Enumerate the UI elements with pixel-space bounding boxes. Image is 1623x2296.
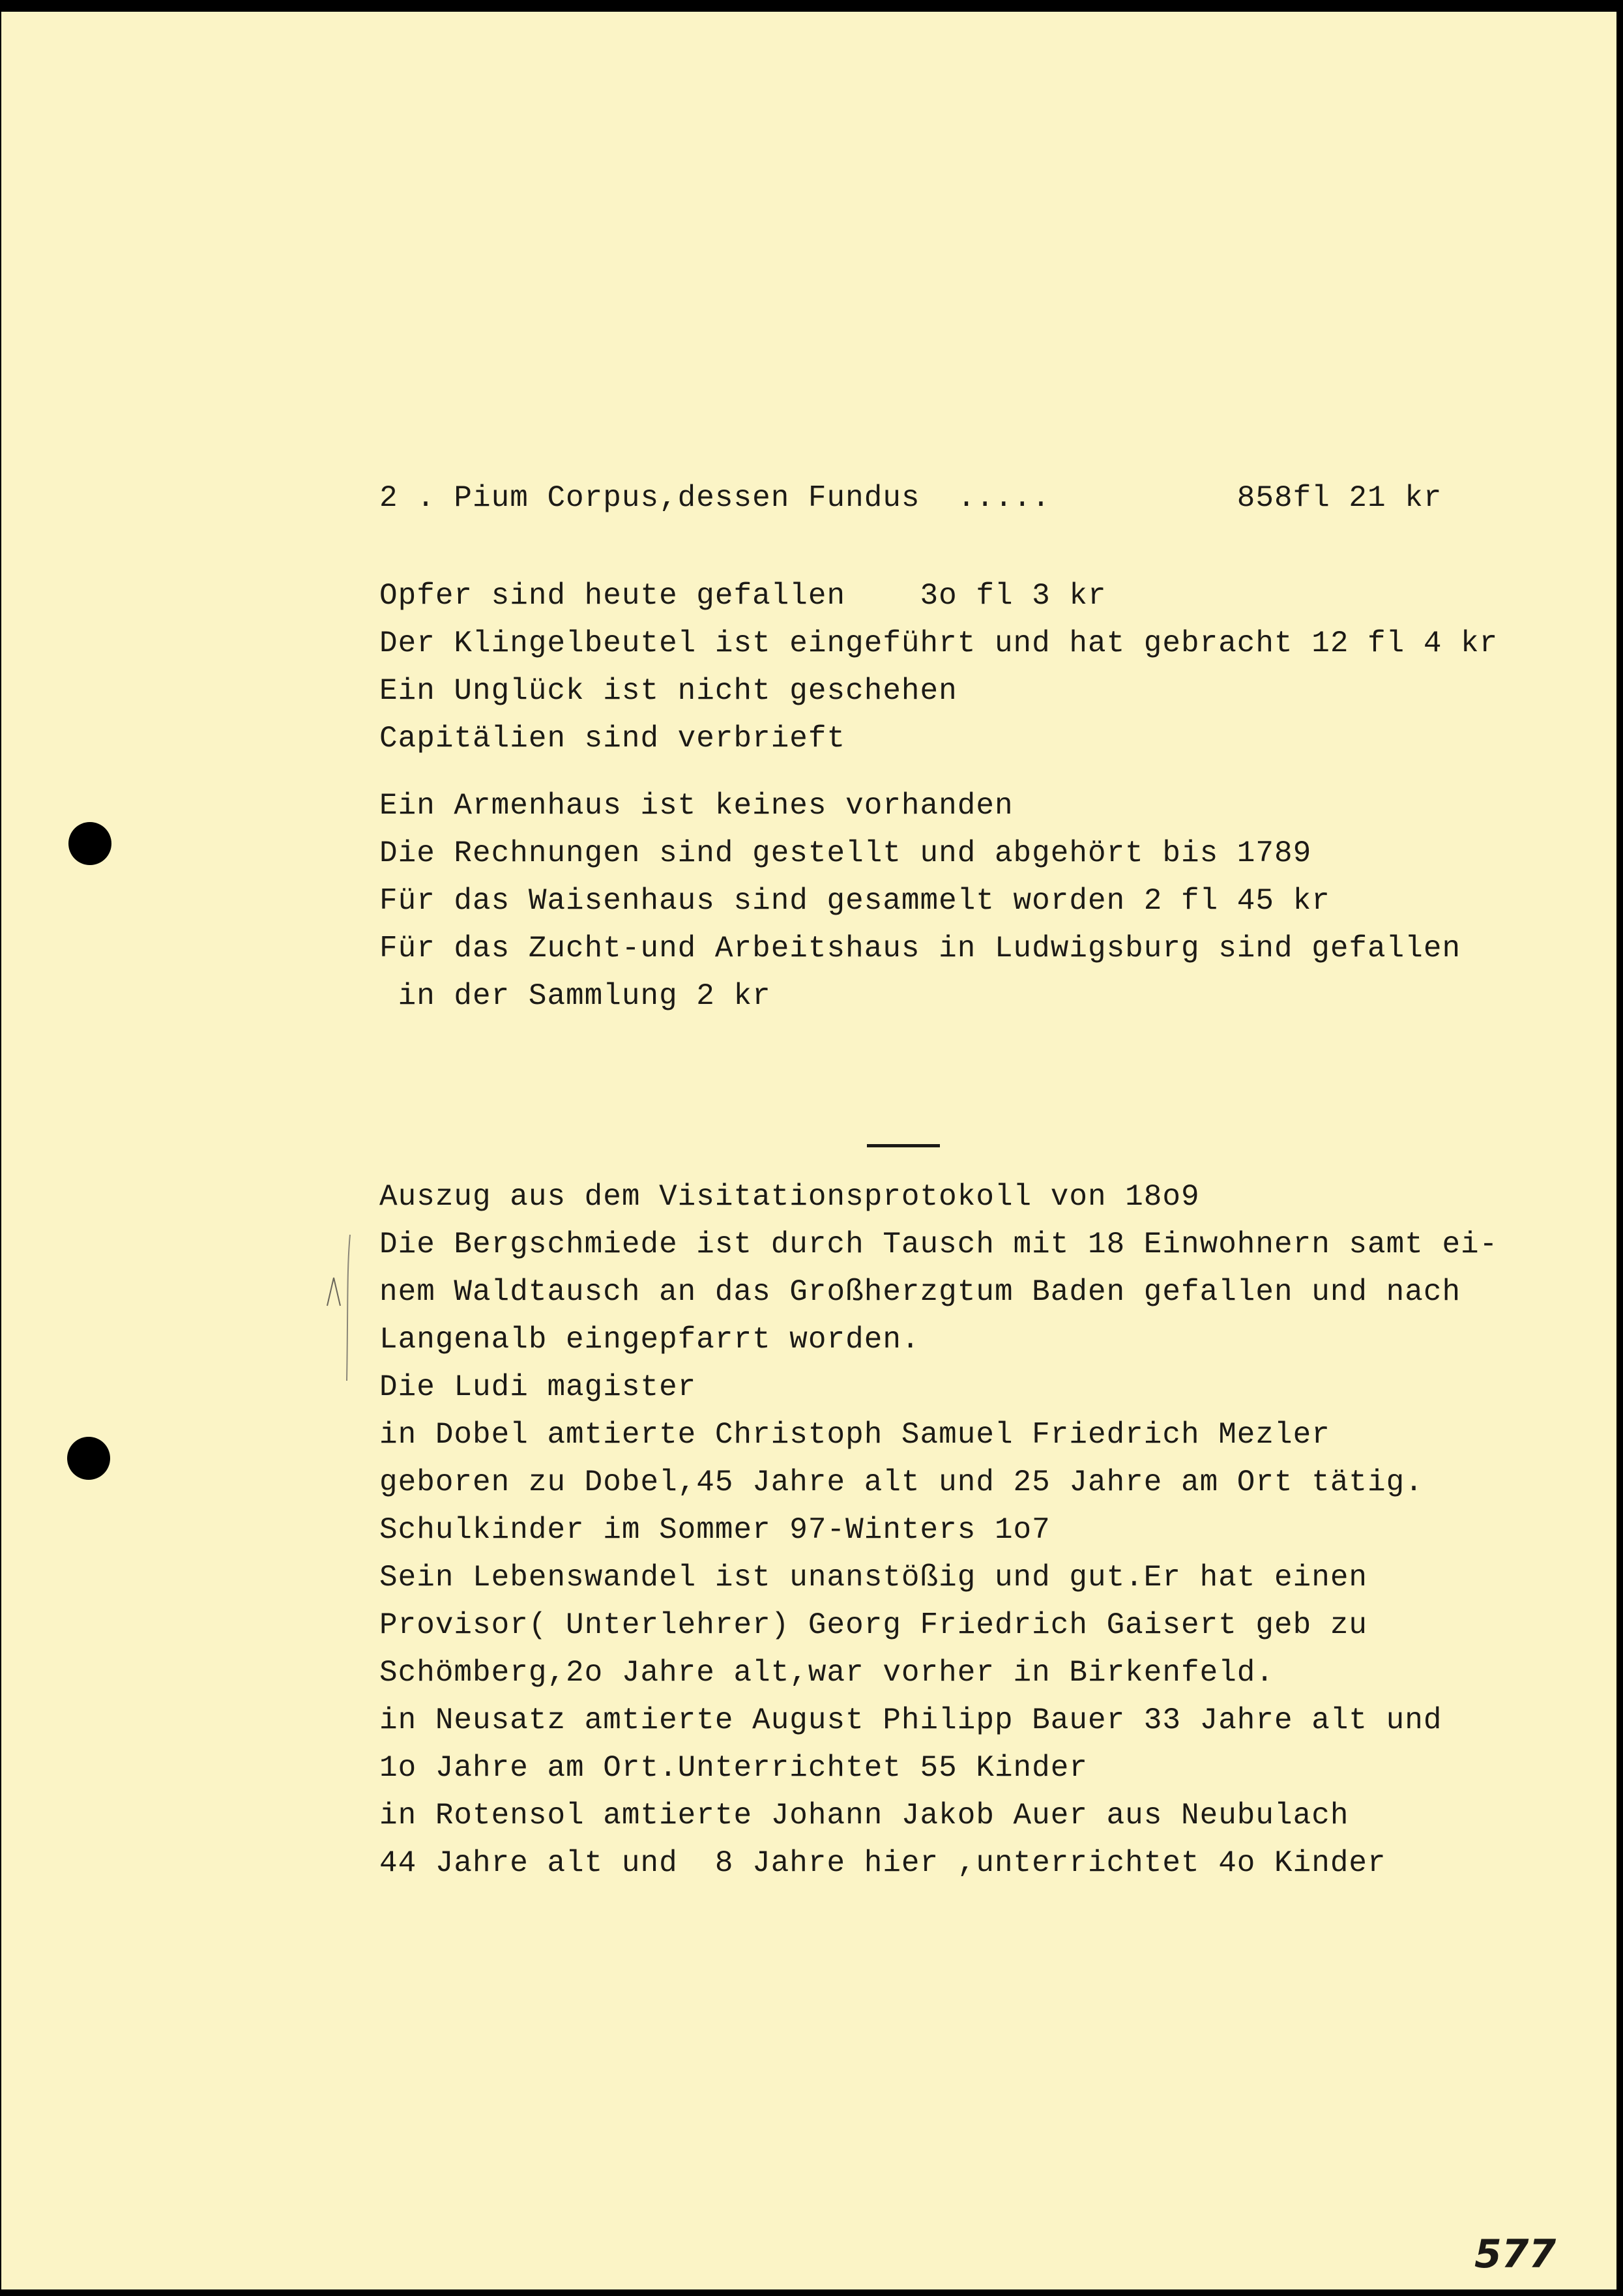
text-line: geboren zu Dobel,45 Jahre alt und 25 Jahre am Ort tätig. — [379, 1465, 1424, 1499]
text-line: Die Rechnungen sind gestellt und abgehört bis 1789 — [379, 836, 1312, 870]
text-line: 44 Jahre alt und 8 Jahre hier ,unterrichtet 4o Kinder — [379, 1846, 1386, 1880]
text-line: in Rotensol amtierte Johann Jakob Auer aus Neubulach — [379, 1799, 1349, 1832]
text-line: Der Klingelbeutel ist eingeführt und hat gebracht 12 fl 4 kr — [379, 626, 1499, 660]
punch-hole-top — [68, 822, 111, 865]
punch-hole-bottom — [67, 1437, 110, 1480]
text-line: Für das Waisenhaus sind gesammelt worden 2 fl 45 kr — [379, 884, 1330, 918]
separator-rule — [867, 1144, 940, 1147]
text-line: Sein Lebenswandel ist unanstößig und gut.Er hat einen — [379, 1561, 1368, 1595]
text-line: Opfer sind heute gefallen 3o fl 3 kr — [379, 579, 1107, 613]
paper-sheet — [1, 12, 1616, 2289]
text-line: Langenalb eingepfarrt worden. — [379, 1323, 920, 1357]
marginal-mark — [314, 1231, 353, 1387]
protocol-title: Auszug aus dem Visitationsprotokoll von 18o9 — [379, 1180, 1200, 1214]
text-line: Die Ludi magister — [379, 1370, 697, 1404]
text-line: Schulkinder im Sommer 97-Winters 1o7 — [379, 1513, 1051, 1547]
text-line: Capitälien sind verbrieft — [379, 722, 846, 756]
text-line: Ein Armenhaus ist keines vorhanden — [379, 789, 1014, 823]
text-line: 1o Jahre am Ort.Unterrichtet 55 Kinder — [379, 1751, 1088, 1785]
page-number: 577 — [1474, 2231, 1557, 2277]
text-line: Die Bergschmiede ist durch Tausch mit 18 Einwohnern samt ei- — [379, 1228, 1499, 1261]
text-line: Ein Unglück ist nicht geschehen — [379, 674, 958, 708]
text-line: in Dobel amtierte Christoph Samuel Friedrich Mezler — [379, 1418, 1330, 1452]
text-line: nem Waldtausch an das Großherzgtum Baden gefallen und nach — [379, 1275, 1461, 1309]
text-line: in Neusatz amtierte August Philipp Bauer 33 Jahre alt und — [379, 1703, 1442, 1737]
text-line: in der Sammlung 2 kr — [379, 979, 771, 1013]
text-line: Provisor( Unterlehrer) Georg Friedrich Gaisert geb zu — [379, 1608, 1368, 1642]
text-line: Für das Zucht-und Arbeitshaus in Ludwigsburg sind gefallen — [379, 932, 1461, 965]
text-line: Schömberg,2o Jahre alt,war vorher in Birkenfeld. — [379, 1656, 1275, 1690]
fund-heading: 2 . Pium Corpus,dessen Fundus ..... 858fl 21 kr — [379, 481, 1442, 515]
